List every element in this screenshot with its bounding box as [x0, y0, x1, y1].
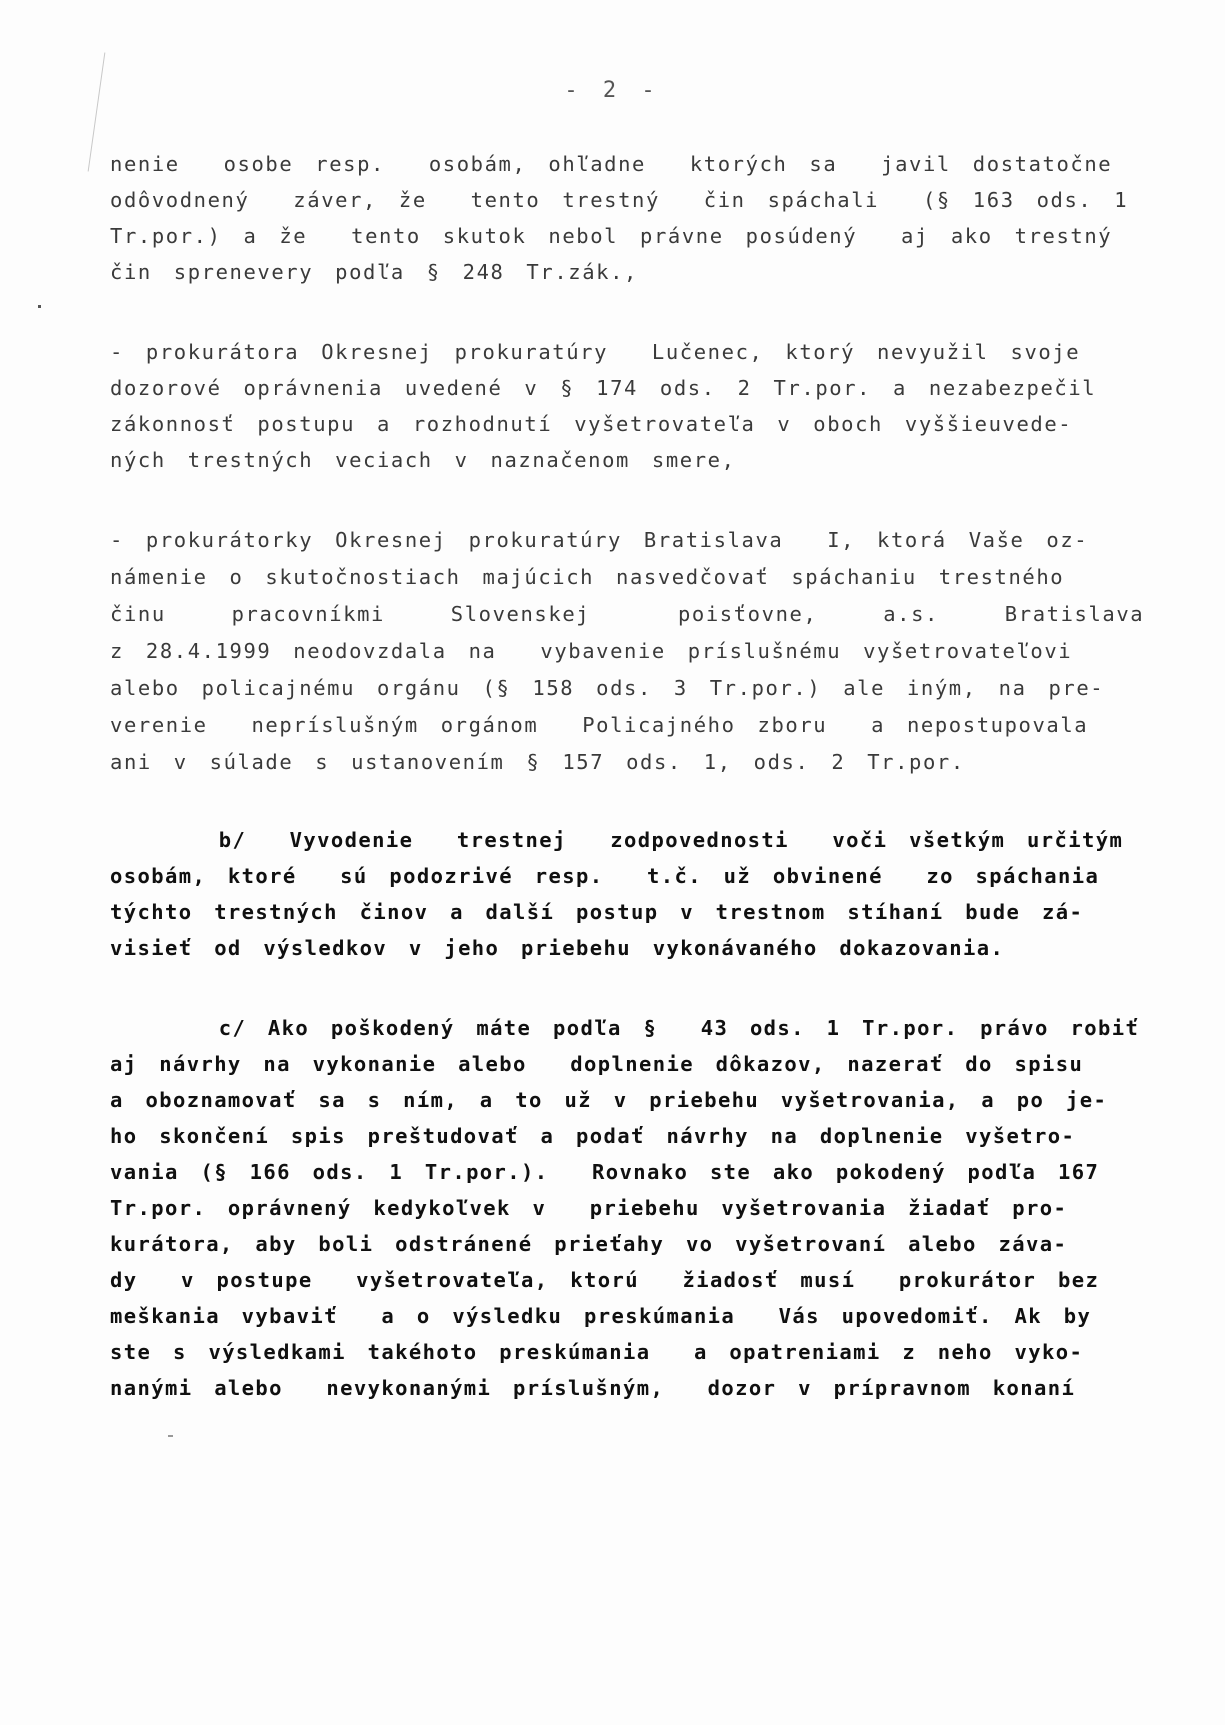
text-line: visieť od výsledkov v jeho priebehu vykonávaného dokazovania.	[110, 936, 1005, 960]
text-line: dy v postupe vyšetrovateľa, ktorú žiadosť musí prokurátor bez	[110, 1268, 1100, 1292]
text-line: kurátora, aby boli odstránené prieťahy vo vyšetrovaní alebo záva-	[110, 1232, 1068, 1256]
text-line: aj návrhy na vykonanie alebo doplnenie dôkazov, nazerať do spisu	[110, 1052, 1084, 1076]
text-line: z 28.4.1999 neodovzdala na vybavenie príslušnému vyšetrovateľovi	[110, 639, 1073, 663]
text-line: Tr.por.) a že tento skutok nebol právne posúdený aj ako trestný	[110, 224, 1113, 248]
text-line: činu pracovníkmi Slovenskej poisťovne, a.s. Bratislava	[110, 602, 1145, 626]
text-line: ani v súlade s ustanovením § 157 ods. 1, ods. 2 Tr.por.	[110, 750, 965, 774]
text-line: týchto trestných činov a další postup v trestnom stíhaní bude zá-	[110, 900, 1084, 924]
text-line: zákonnosť postupu a rozhodnutí vyšetrovateľa v oboch vyššieuvede-	[110, 412, 1073, 436]
text-line: nenie osobe resp. osobám, ohľadne ktorých sa javil dostatočne	[110, 152, 1113, 176]
text-line: alebo policajnému orgánu (§ 158 ods. 3 Tr.por.) ale iným, na pre-	[110, 676, 1105, 700]
text-line: - prokurátora Okresnej prokuratúry Lučenec, ktorý nevyužil svoje	[110, 340, 1081, 364]
text-line: meškania vybaviť a o výsledku preskúmania Vás upovedomiť. Ak by	[110, 1304, 1092, 1328]
text-line: b/ Vyvodenie trestnej zodpovednosti voči všetkým určitým	[110, 828, 1124, 852]
text-line: ho skončení spis preštudovať a podať návrhy na doplnenie vyšetro-	[110, 1124, 1076, 1148]
scan-artifact	[88, 53, 106, 172]
text-line: c/ Ako poškodený máte podľa § 43 ods. 1 Tr.por. právo robiť	[110, 1016, 1140, 1040]
scan-artifact	[38, 305, 41, 308]
text-line: osobám, ktoré sú podozrivé resp. t.č. už obvinené zo spáchania	[110, 864, 1100, 888]
text-line: odôvodnený záver, že tento trestný čin spáchali (§ 163 ods. 1	[110, 188, 1129, 212]
text-line: čin sprenevery podľa § 248 Tr.zák.,	[110, 260, 638, 284]
text-line: verenie nepríslušným orgánom Policajného zboru a nepostupovala	[110, 713, 1089, 737]
text-line: - prokurátorky Okresnej prokuratúry Bratislava I, ktorá Vaše oz-	[110, 528, 1089, 552]
text-line: ných trestných veciach v naznačenom smere,	[110, 448, 736, 472]
text-line: a oboznamovať sa s ním, a to už v priebehu vyšetrovania, a po je-	[110, 1088, 1108, 1112]
text-line: Tr.por. oprávnený kedykoľvek v priebehu vyšetrovania žiadať pro-	[110, 1196, 1068, 1220]
text-line: dozorové oprávnenia uvedené v § 174 ods. 2 Tr.por. a nezabezpečil	[110, 376, 1097, 400]
page-number: - 2 -	[564, 78, 661, 103]
text-line: nanými alebo nevykonanými príslušným, dozor v prípravnom konaní	[110, 1376, 1076, 1400]
text-line: ste s výsledkami takéhoto preskúmania a opatreniami z neho vyko-	[110, 1340, 1084, 1364]
text-line: vania (§ 166 ods. 1 Tr.por.). Rovnako ste ako pokodený podľa 167	[110, 1160, 1100, 1184]
scan-artifact	[168, 1435, 173, 1437]
text-line: námenie o skutočnostiach majúcich nasvedčovať spáchaniu trestného	[110, 565, 1065, 589]
